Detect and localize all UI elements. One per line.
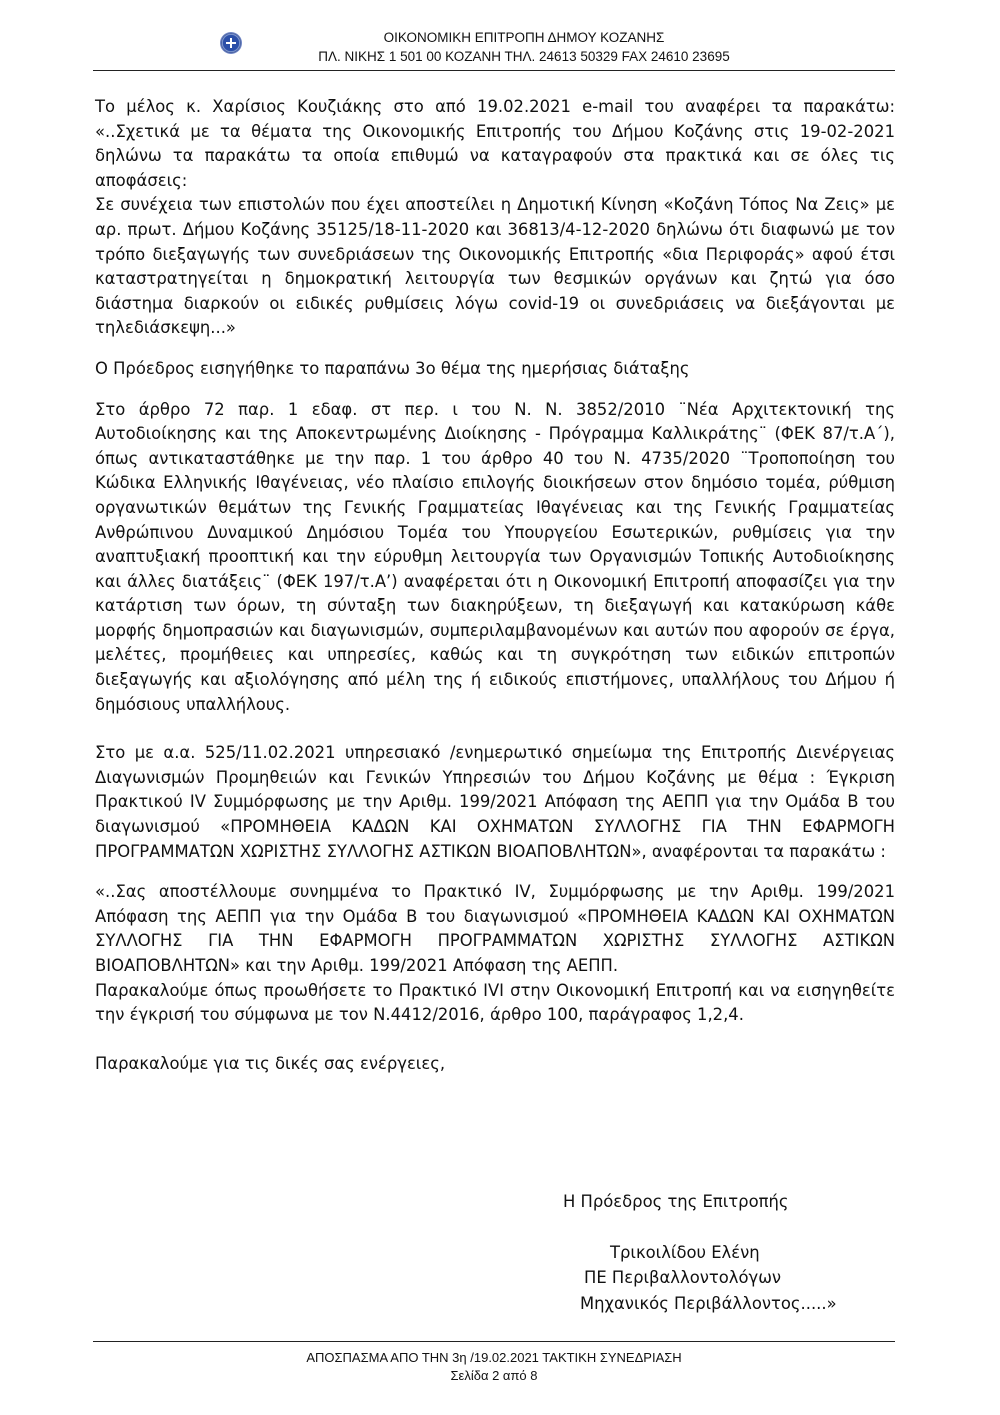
signature-role-2: Μηχανικός Περιβάλλοντος.....»: [580, 1294, 837, 1313]
paragraph-quote-request: Παρακαλούμε όπως προωθήσετε το Πρακτικό IVI στην Οικονομική Επιτροπή και να εισηγηθείτε την έγκρισή του σύμφωνα με τον Ν.4412/2016, άρθρο 100, παράγραφος 1,2,4.: [95, 980, 895, 1025]
paragraph-email-statement: Σε συνέχεια των επιστολών που έχει αποστείλει η Δημοτική Κίνηση «Κοζάνη Τόπος Να Ζεις» με αρ. πρωτ. Δήμου Κοζάνης 35125/18-11-2020 και 36813/4-12-2020 δηλώνω ότι διαφωνώ με τον τρόπο διεξαγωγής των συνεδριάσεων της Οικονομικής Επιτροπής «δια Περιφοράς» αφού έτσι καταστρατηγείται η δημοκρατική λειτουργία των θεσμικών οργάνων και ζητώ για όσο διάστημα διαρκούν οι ειδικές ρυθμίσεις λόγω covid-19 οι συνεδριάσεις να διεξάγονται με τηλεδιάσκεψη...»: [95, 195, 895, 338]
paragraph-quote-attachment: «..Σας αποστέλλουμε συνημμένα το Πρακτικό IV, Συμμόρφωσης με την Αριθμ. 199/2021 Απόφαση της ΑΕΠΠ για την Ομάδα Β του διαγωνισμού «ΠΡΟΜΗΘΕΙΑ ΚΑΔΩΝ ΚΑΙ ΟΧΗΜΑΤΩΝ ΣΥΛΛΟΓΗΣ ΓΙΑ ΤΗΝ ΕΦΑΡΜΟΓΗ ΠΡΟΓΡΑΜΜΑΤΩΝ ΧΩΡΙΣΤΗΣ ΣΥΛΛΟΓΗΣ ΑΣΤΙΚΩΝ ΒΙΟΑΠΟΒΛΗΤΩΝ» και την Αριθμ. 199/2021 Απόφαση της ΑΕΠΠ.: [95, 882, 895, 975]
letterhead-address: ΠΛ. ΝΙΚΗΣ 1 501 00 ΚΟΖΑΝΗ ΤΗΛ. 24613 50329 FAX 24610 23695: [318, 49, 730, 64]
page-footer: [93, 1349, 895, 1385]
footer-divider: [93, 1341, 895, 1342]
header-divider: [93, 70, 895, 71]
paragraph-email-intro: Το μέλος κ. Χαρίσιος Κουζιάκης στο από 19.02.2021 e-mail του αναφέρει τα παρακάτω: «..Σχετικά με τα θέματα της Οικονομικής Επιτροπής του Δήμου Κοζάνης στις 19-02-2021 δηλώνω τα παρακάτω τα οποία επιθυμώ να καταγραφούν στα πρακτικά και σε όλες τις αποφάσεις:: [95, 97, 895, 190]
paragraph-legal-basis: Στο άρθρο 72 παρ. 1 εδαφ. στ περ. ι του Ν. Ν. 3852/2010 ¨Νέα Αρχιτεκτονική της Αυτοδιοίκησης και της Αποκεντρωμένης Διοίκησης - Πρόγραμμα Καλλικράτης¨ (ΦΕΚ 87/τ.Α΄), όπως αντικαταστάθηκε με την παρ. 1 του άρθρο 40 του Ν. 4735/2020 ¨Τροποποίηση του Κώδικα Ελληνικής Ιθαγένειας, νέο πλαίσιο επιλογής διοικήσεων στον δημόσιο τομέα, ρύθμιση οργανωτικών θεμάτων της Γενικής Γραμματείας Ιθαγένειας και της Γενικής Γραμματείας Ανθρώπινου Δυναμικού Δημόσιου Τομέα του Υπουργείου Εσωτερικών, ρυθμίσεις για την αναπτυξιακή προοπτική και την εύρυθμη λειτουργία των Οργανισμών Τοπικής Αυτοδιοίκησης και άλλες διατάξεις¨ (ΦΕΚ 197/τ.Α’) αναφέρεται ότι η Οικονομική Επιτροπή αποφασίζει για την κατάρτιση των όρων, τη σύνταξη των διακηρύξεων, τη διεξαγωγή και κατακύρωση κάθε μορφής δημοπρασιών και διαγωνισμών, συμπεριλαμβανομένων και αυτών που αφορούν σε έργα, μελέτες, προμήθειες και υπηρεσίες, καθώς και τη συγκρότηση των ειδικών επιτροπών διεξαγωγής και αξιολόγησης από μέλη της ή ειδικούς επιστήμονες, υπαλλήλους του Δήμου ή δημόσιους υπαλλήλους.: [95, 399, 895, 714]
signature-role-1: ΠΕ Περιβαλλοντολόγων: [584, 1268, 782, 1287]
page-number: Σελίδα 2 από 8: [450, 1368, 538, 1383]
paragraph-memo: Στο με α.α. 525/11.02.2021 υπηρεσιακό /ενημερωτικό σημείωμα της Επιτροπής Διενέργειας Διαγωνισμών Προμηθειών και Γενικών Υπηρεσιών του Δήμου Κοζάνης με θέμα : Έγκριση Πρακτικού IV Συμμόρφωσης με την Αριθμ. 199/2021 Απόφαση της ΑΕΠΠ για την Ομάδα Β του διαγωνισμού «ΠΡΟΜΗΘΕΙΑ ΚΑΔΩΝ ΚΑΙ ΟΧΗΜΑΤΩΝ ΣΥΛΛΟΓΗΣ ΓΙΑ ΤΗΝ ΕΦΑΡΜΟΓΗ ΠΡΟΓΡΑΜΜΑΤΩΝ ΧΩΡΙΣΤΗΣ ΣΥΛΛΟΓΗΣ ΑΣΤΙΚΩΝ ΒΙΟΑΠΟΒΛΗΤΩΝ», αναφέρονται τα παρακάτω :: [95, 743, 895, 861]
quoted-committee-text: [95, 880, 895, 1028]
paragraph-closing: Παρακαλούμε για τις δικές σας ενέργειες,: [95, 1053, 446, 1073]
footer-session-title: ΑΠΟΣΠΑΣΜΑ ΑΠΟ ΤΗΝ 3η /19.02.2021 ΤΑΚΤΙΚΗ ΣΥΝΕΔΡΙΑΣΗ: [306, 1350, 682, 1365]
paragraph-president-intro: Ο Πρόεδρος εισηγήθηκε το παραπάνω 3ο θέμα της ημερήσιας διάταξης: [95, 358, 690, 378]
letterhead-title: ΟΙΚΟΝΟΜΙΚΗ ΕΠΙΤΡΟΠΗ ΔΗΜΟΥ ΚΟΖΑΝΗΣ: [383, 30, 665, 45]
letterhead: [93, 30, 895, 70]
signature-title: Η Πρόεδρος της Επιτροπής: [563, 1192, 789, 1211]
signature-name: Τρικοιλίδου Ελένη: [610, 1243, 760, 1262]
document-body: [95, 95, 895, 1076]
